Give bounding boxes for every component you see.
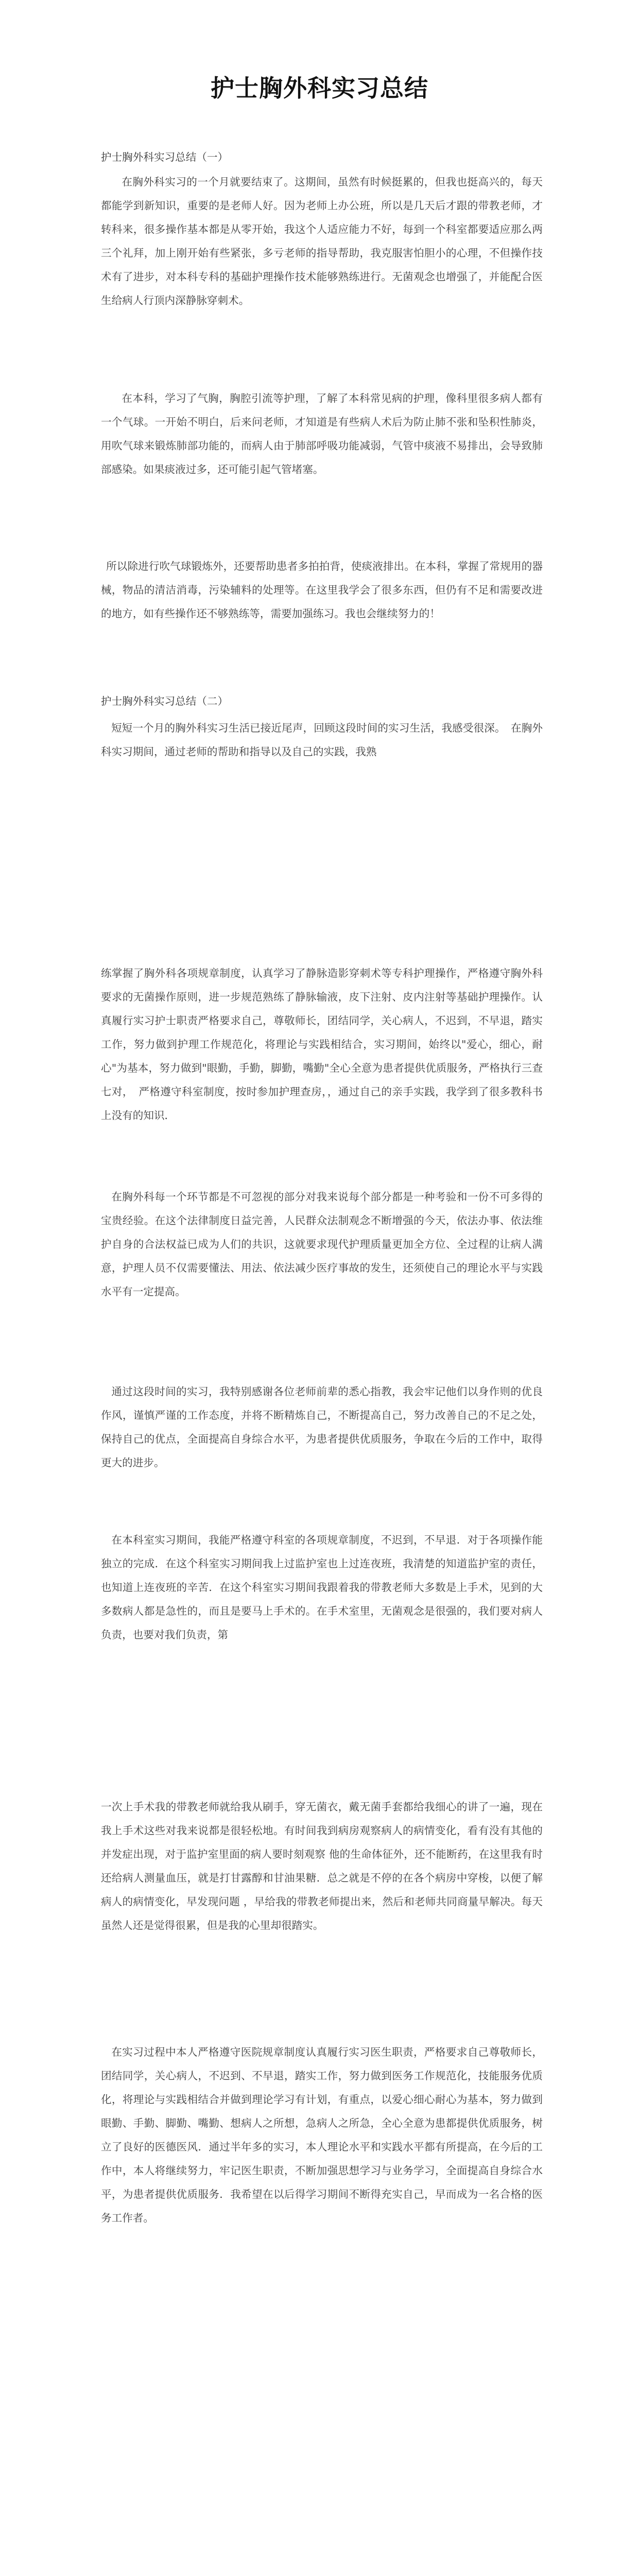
- paragraph: 在本科室实习期间，我能严格遵守科室的各项规章制度，不迟到，不早退．对于各项操作能独立的完成．在这个科室实习期间我上过监护室也上过连夜班，我清楚的知道监护室的责任，也知道上连夜班的辛苦．在这个科室实习期间我跟着我的带教老师大多数是上手术，见到的大多数病人都是急性的，而且是要马上手术的。在手术室里，无菌观念是很强的，我们要对病人负责，也要对我们负责，第: [101, 1534, 543, 1641]
- paragraph: 短短一个月的胸外科实习生活已接近尾声，回顾这段时间的实习生活，我感受很深。 在胸外科实习期间，通过老师的帮助和指导以及自己的实践，我熟: [101, 722, 543, 758]
- document-title: 护士胸外科实习总结: [211, 74, 428, 102]
- paragraph: 在本科，学习了气胸，胸腔引流等护理，了解了本科常见病的护理，像科里很多病人都有一个气球。一开始不明白，后来问老师，才知道是有些病人术后为防止肺不张和坠积性肺炎，用吹气球来锻炼肺部功能的，而病人由于肺部呼吸功能减弱，气管中痰液不易排出，会导致肺部感染。如果痰液过多，还可能引起气管堵塞。: [101, 392, 543, 476]
- paragraph: 所以除进行吹气球锻炼外，还要帮助患者多拍拍背，使痰液排出。在本科，掌握了常规用的器械，物品的清洁消毒，污染辅料的处理等。在这里我学会了很多东西，但仍有不足和需要改进的地方，如有些操作还不够熟练等，需要加强练习。我也会继续努力的！: [101, 560, 543, 620]
- section-heading-2: 护士胸外科实习总结（二）: [101, 695, 229, 707]
- paragraph: 在胸外科实习的一个月就要结束了。这期间，虽然有时候挺累的，但我也挺高兴的，每天都能学到新知识，重要的是老师人好。因为老师上办公班，所以是几天后才跟的带教老师，才转科来，很多操作基本都是从零开始，我这个人适应能力不好，每到一个科室都要适应那么两三个礼拜，加上刚开始有些紧张，多亏老师的指导帮助，我克服害怕胆小的心理，不但操作技术有了进步，对本科专科的基础护理操作技术能够熟练进行。无菌观念也增强了，并能配合医生给病人行顶内深静脉穿刺术。: [101, 176, 543, 307]
- paragraph: 一次上手术我的带教老师就给我从刷手，穿无菌衣，戴无菌手套都给我细心的讲了一遍，现在我上手术这些对我来说都是很轻松地。有时间我到病房观察病人的病情变化，看有没有其他的并发症出现，对于监护室里面的病人要时刻观察 他的生命体征外，还不能断药，在这里我有时还给病人测量血压，就是打甘露醇和甘油果糖．总之就是不停的在各个病房中穿梭，以便了解病人的病情变化，早发现问题 ，早给我的带教老师提出来，然后和老师共同商量早解决。每天虽然人还是觉得很累，但是我的心里却很踏实。: [101, 1801, 543, 1931]
- paragraph: 在实习过程中本人严格遵守医院规章制度认真履行实习医生职责，严格要求自己尊敬师长，团结同学，关心病人，不迟到、不早退，踏实工作，努力做到医务工作规范化，技能服务优质化，将理论与实践相结合并做到理论学习有计划，有重点，以爱心细心耐心为基本，努力做到眼勤、手勤、脚勤、嘴勤、想病人之所想，急病人之所急，全心全意为患都提供优质服务，树立了良好的医德医风．通过半年多的实习，本人理论水平和实践水平都有所提高，在今后的工作中，本人将继续努力，牢记医生职责，不断加强思想学习与业务学习，全面提高自身综合水平，为患者提供优质服务．我希望在以后得学习期间不断得充实自己，早而成为一名合格的医务工作者。: [101, 2046, 543, 2224]
- section-heading-1: 护士胸外科实习总结（一）: [101, 151, 229, 163]
- paragraph: 练掌握了胸外科各项规章制度，认真学习了静脉造影穿刺术等专科护理操作，严格遵守胸外科要求的无菌操作原则，进一步规范熟练了静脉输液，皮下注射、皮内注射等基础护理操作。认真履行实习护士职责严格要求自己，尊敬师长，团结同学，关心病人，不迟到，不早退，踏实工作，努力做到护理工作规范化，将理论与实践相结合，实习期间，始终以"爱心，细心，耐心"为基本，努力做到"眼勤，手勤，脚勤，嘴勤"全心全意为患者提供优质服务，严格执行三查七对， 严格遵守科室制度，按时参加护理查房，，通过自己的亲手实践，我学到了很多教科书上没有的知识．: [101, 967, 543, 1122]
- paragraph: 在胸外科每一个环节都是不可忽视的部分对我来说每个部分都是一种考验和一份不可多得的宝贵经验。在这个法律制度日益完善，人民群众法制观念不断增强的今天，依法办事、依法维护自身的合法权益已成为人们的共识，这就要求现代护理质量更加全方位、全过程的让病人满意，护理人员不仅需要懂法、用法、依法减少医疗事故的发生，还须使自己的理论水平与实践水平有一定提高。: [101, 1191, 543, 1298]
- paragraph: 通过这段时间的实习，我特别感谢各位老师前辈的悉心指教，我会牢记他们以身作则的优良作风，谨慎严谨的工作态度，并将不断精炼自己，不断提高自己，努力改善自己的不足之处，保持自己的优点，全面提高自身综合水平，为患者提供优质服务，争取在今后的工作中，取得更大的进步。: [101, 1385, 543, 1469]
